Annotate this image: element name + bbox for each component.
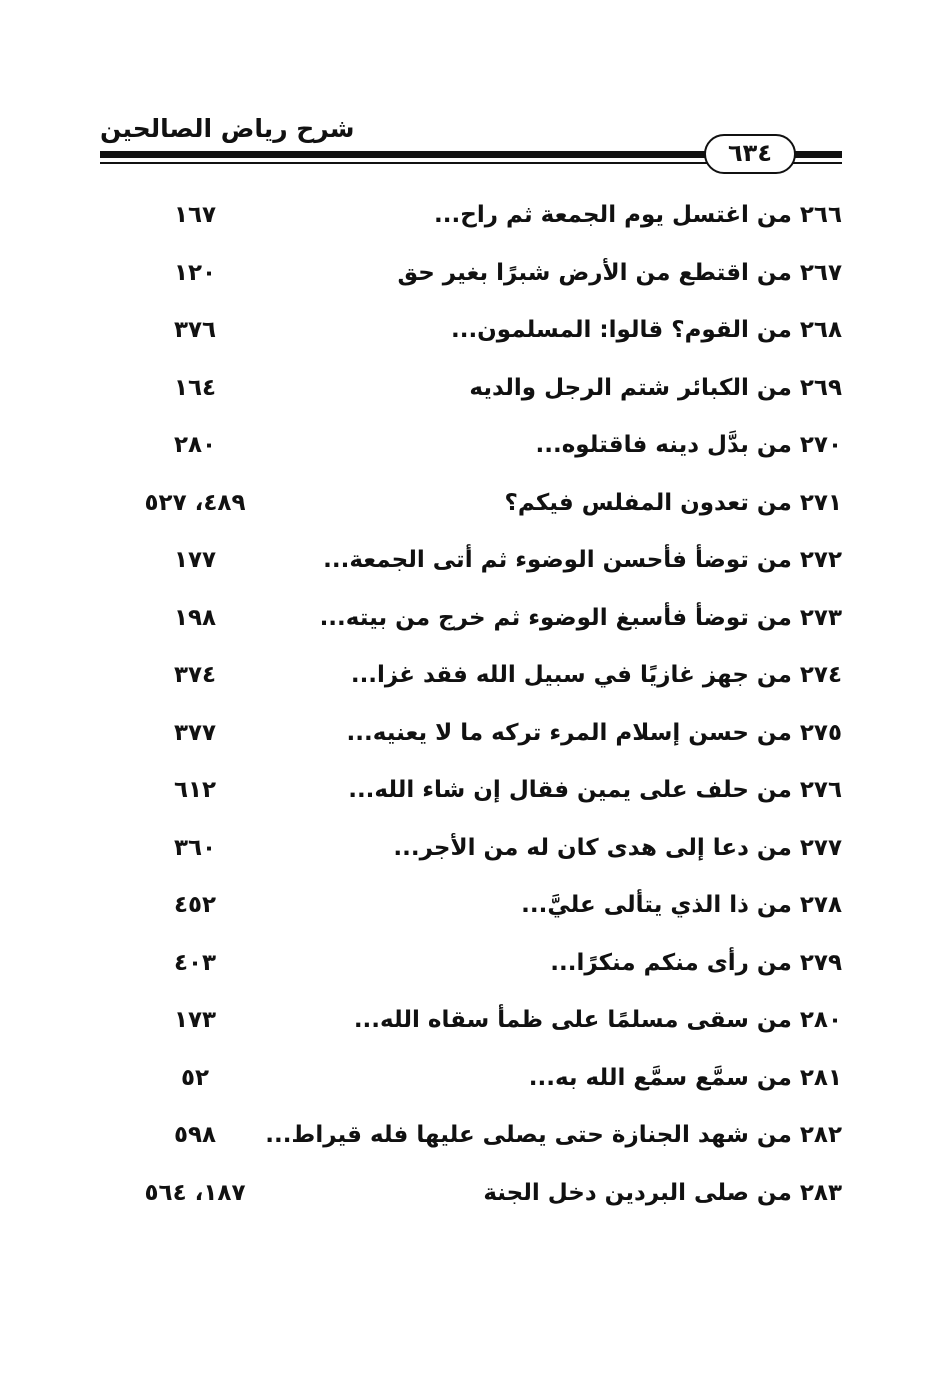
entry-pages: ٣٦٠ (173, 834, 217, 861)
entry-text (504, 490, 842, 516)
entry-pages: ٢٨٠ (173, 432, 217, 458)
entry-text (521, 892, 842, 918)
entry-number: ٢٧١ (799, 489, 842, 516)
entry-pages: ١٧٣ (173, 1007, 217, 1033)
entry-pages: ٦١٢ (173, 777, 217, 803)
entry-pages: ٤٥٢ (173, 892, 217, 918)
entry-text (265, 1122, 842, 1148)
index-entry (100, 888, 842, 946)
entry-hadith: من تعدون المفلس فيكم؟ (504, 489, 792, 516)
entry-hadith: من حسن إسلام المرء تركه ما لا يعنيه... (346, 719, 792, 746)
entry-hadith: من توضأ فأحسن الوضوء ثم أتى الجمعة... (323, 547, 792, 573)
entry-text (351, 662, 842, 688)
entry-hadith: من سقى مسلمًا على ظمأ سقاه الله... (353, 1007, 792, 1033)
entry-hadith: من سمَّع سمَّع الله به... (528, 1064, 792, 1091)
index-entry (100, 1118, 842, 1176)
entry-pages: ٣٧٤ (173, 662, 217, 688)
page-header (100, 112, 842, 182)
entry-pages: ٣٧٦ (173, 317, 217, 343)
entry-text (434, 202, 842, 228)
page-number: ٦٣٤ (704, 134, 796, 174)
index-entry (100, 313, 842, 371)
entry-hadith: من بدَّل دينه فاقتلوه... (535, 432, 792, 458)
entry-hadith: من دعا إلى هدى كان له من الأجر... (393, 834, 792, 861)
entry-number: ٢٧٩ (799, 949, 842, 976)
entry-text (393, 835, 842, 861)
entry-number: ٢٦٨ (799, 317, 842, 343)
entry-pages: ١٦٧ (173, 202, 217, 228)
entry-number: ٢٧٨ (799, 892, 842, 918)
entry-text (483, 1180, 842, 1206)
index-list (100, 198, 842, 1233)
entry-pages: ١٦٤ (173, 374, 217, 401)
index-entry (100, 831, 842, 889)
index-entry (100, 946, 842, 1004)
entry-number: ٢٦٧ (799, 259, 842, 286)
entry-text (348, 777, 842, 803)
entry-number: ٢٧٥ (799, 719, 842, 746)
entry-hadith: من توضأ فأسبغ الوضوء ثم خرج من بيته... (319, 604, 792, 631)
index-entry (100, 428, 842, 486)
entry-hadith: من القوم؟ قالوا: المسلمون... (450, 317, 792, 343)
entry-number: ٢٨٣ (799, 1179, 842, 1206)
entry-hadith: من ذا الذي يتألى عليَّ... (521, 892, 792, 918)
entry-pages: ١٩٨ (173, 604, 217, 631)
entry-number: ٢٧٧ (799, 834, 842, 861)
entry-hadith: من جهز غازيًا في سبيل الله فقد غزا... (350, 662, 792, 688)
entry-number: ٢٧٢ (799, 547, 842, 573)
entry-number: ٢٧٤ (799, 662, 842, 688)
entry-hadith: من اقتطع من الأرض شبرًا بغير حق (397, 259, 792, 286)
entry-text (550, 950, 842, 976)
book-title: شرح رياض الصالحين (100, 114, 355, 143)
entry-text (529, 1065, 842, 1091)
index-entry (100, 1176, 842, 1234)
entry-pages: ٣٧٧ (173, 719, 217, 746)
entry-text (354, 1007, 842, 1033)
entry-hadith: من شهد الجنازة حتى يصلى عليها فله قيراط... (265, 1122, 792, 1148)
entry-hadith: من الكبائر شتم الرجل والديه (469, 374, 792, 401)
entry-number: ٢٦٩ (799, 374, 842, 401)
entry-text (536, 432, 842, 458)
index-entry (100, 1003, 842, 1061)
index-entry (100, 256, 842, 314)
index-entry (100, 716, 842, 774)
index-entry (100, 371, 842, 429)
index-entry (100, 198, 842, 256)
entry-hadith: من اغتسل يوم الجمعة ثم راح... (434, 202, 792, 228)
entry-number: ٢٧٦ (799, 777, 842, 803)
entry-hadith: من حلف على يمين فقال إن شاء الله... (348, 777, 792, 803)
entry-text (397, 260, 842, 286)
entry-pages: ٥٢ (180, 1064, 210, 1091)
entry-text (323, 547, 842, 573)
entry-number: ٢٨٢ (799, 1122, 842, 1148)
entry-text (347, 720, 842, 746)
entry-pages: ١٨٧، ٥٦٤ (144, 1179, 246, 1206)
entry-text (320, 605, 842, 631)
entry-pages: ٥٩٨ (173, 1122, 217, 1148)
entry-pages: ١٧٧ (173, 547, 217, 573)
index-entry (100, 1061, 842, 1119)
entry-hadith: من صلى البردين دخل الجنة (483, 1179, 792, 1206)
entry-number: ٢٧٠ (799, 432, 842, 458)
index-entry (100, 543, 842, 601)
index-entry (100, 773, 842, 831)
entry-text (469, 375, 842, 401)
entry-number: ٢٦٦ (799, 202, 842, 228)
entry-pages: ١٢٠ (173, 259, 217, 286)
entry-number: ٢٧٣ (799, 604, 842, 631)
index-entry (100, 486, 842, 544)
entry-hadith: من رأى منكم منكرًا... (550, 949, 792, 976)
index-entry (100, 601, 842, 659)
entry-number: ٢٨١ (799, 1064, 842, 1091)
entry-number: ٢٨٠ (799, 1007, 842, 1033)
index-entry (100, 658, 842, 716)
entry-pages: ٤٠٣ (173, 949, 217, 976)
entry-text (451, 317, 842, 343)
entry-pages: ٤٨٩، ٥٢٧ (144, 489, 246, 516)
